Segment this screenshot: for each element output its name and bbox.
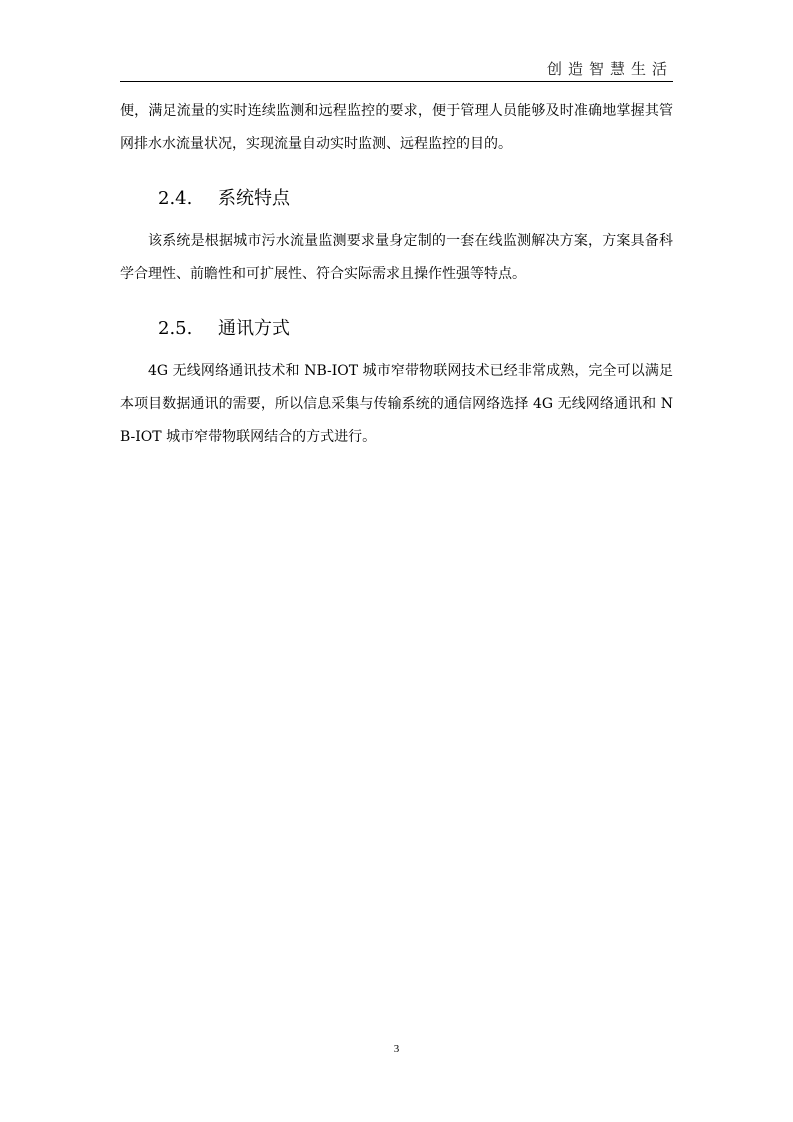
page-number: 3 (393, 1043, 400, 1055)
section-number: 2.4. (158, 188, 193, 209)
page-header: 创造智慧生活 (546, 60, 673, 78)
paragraph-system-features: 该系统是根据城市污水流量监测要求量身定制的一套在线监测解决方案，方案具备科学合理性、前瞻性和可扩展性、符合实际需求且操作性强等特点。 (120, 233, 673, 282)
paragraph-continued: 便，满足流量的实时连续监测和远程监控的要求，便于管理人员能够及时准确地掌握其管网排水水流量状况，实现流量自动实时监测、远程监控的目的。 (120, 103, 673, 152)
section-title: 通讯方式 (218, 318, 290, 339)
section-heading-2-5 (120, 309, 673, 349)
header-divider (120, 81, 673, 82)
section-title: 系统特点 (218, 188, 290, 209)
section-number: 2.5. (158, 318, 193, 339)
section-heading-2-4 (120, 179, 673, 219)
document-body (120, 95, 673, 454)
paragraph-communication-method: 4G 无线网络通讯技术和 NB-IOT 城市窄带物联网技术已经非常成熟，完全可以满足本项目数据通讯的需要，所以信息采集与传输系统的通信网络选择 4G 无线网络通讯和 NB-IOT 城市窄带物联网结合的方式进行。 (120, 363, 673, 445)
